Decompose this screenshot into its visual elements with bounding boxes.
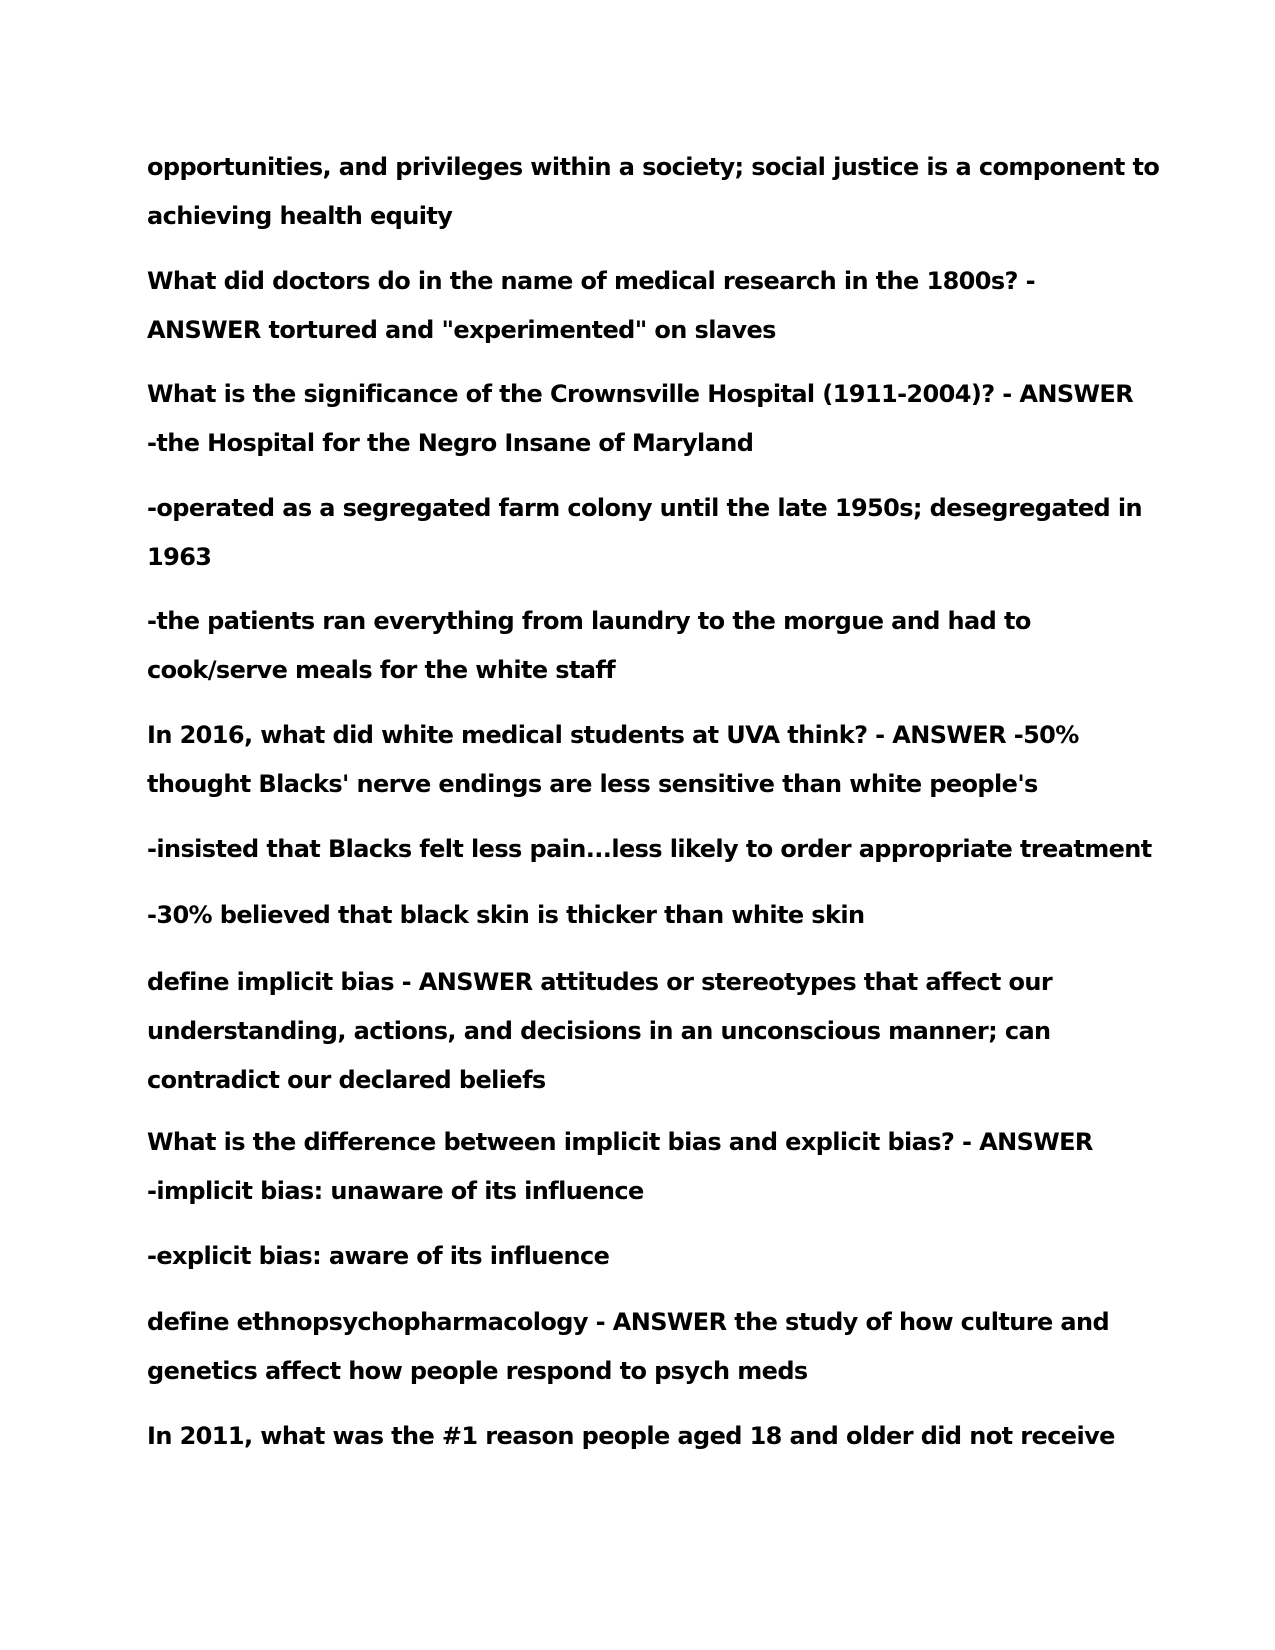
text-line: What did doctors do in the name of medical research in the 1800s? - — [147, 267, 1035, 295]
text-line: In 2011, what was the #1 reason people aged 18 and older did not receive — [147, 1422, 1115, 1450]
text-line: ANSWER tortured and "experimented" on slaves — [147, 316, 776, 344]
paragraph-uva-students-2016 — [147, 711, 1079, 809]
text-line: -implicit bias: unaware of its influence — [147, 1177, 644, 1205]
text-line: In 2016, what did white medical students at UVA think? - ANSWER -50% — [147, 721, 1079, 749]
text-line: thought Blacks' nerve endings are less sensitive than white people's — [147, 770, 1038, 798]
paragraph-patients-labor — [147, 597, 1031, 695]
text-line: -30% believed that black skin is thicker than white skin — [147, 901, 865, 929]
paragraph-ethnopsychopharmacology — [147, 1298, 1109, 1396]
text-line: define implicit bias - ANSWER attitudes or stereotypes that affect our — [147, 968, 1053, 996]
paragraph-segregated-farm-colony — [147, 484, 1142, 582]
text-line: contradict our declared beliefs — [147, 1066, 546, 1094]
text-line: -explicit bias: aware of its influence — [147, 1242, 610, 1270]
text-line: -the Hospital for the Negro Insane of Maryland — [147, 429, 754, 457]
text-line: What is the significance of the Crownsville Hospital (1911-2004)? - ANSWER — [147, 380, 1134, 408]
paragraph-crownsville-hospital — [147, 370, 1133, 468]
paragraph-medical-research-1800s — [147, 257, 1035, 355]
paragraph-explicit-bias — [147, 1232, 609, 1281]
paragraph-social-justice — [147, 143, 1159, 241]
text-line: genetics affect how people respond to psych meds — [147, 1357, 808, 1385]
text-line: -the patients ran everything from laundry to the morgue and had to — [147, 607, 1031, 635]
text-line: cook/serve meals for the white staff — [147, 656, 616, 684]
paragraph-less-pain — [147, 825, 1152, 874]
text-line: define ethnopsychopharmacology - ANSWER the study of how culture and — [147, 1308, 1110, 1336]
text-line: 1963 — [147, 543, 212, 571]
paragraph-thicker-skin — [147, 891, 864, 940]
text-line: opportunities, and privileges within a society; social justice is a component to — [147, 153, 1160, 181]
text-line: achieving health equity — [147, 202, 453, 230]
text-line: -operated as a segregated farm colony until the late 1950s; desegregated in — [147, 494, 1142, 522]
text-line: What is the difference between implicit bias and explicit bias? - ANSWER — [147, 1128, 1093, 1156]
paragraph-implicit-bias-definition — [147, 958, 1052, 1105]
text-line: understanding, actions, and decisions in an unconscious manner; can — [147, 1017, 1051, 1045]
paragraph-2011-reason — [147, 1412, 1115, 1461]
text-line: -insisted that Blacks felt less pain...less likely to order appropriate treatment — [147, 835, 1152, 863]
paragraph-implicit-vs-explicit — [147, 1118, 1093, 1216]
